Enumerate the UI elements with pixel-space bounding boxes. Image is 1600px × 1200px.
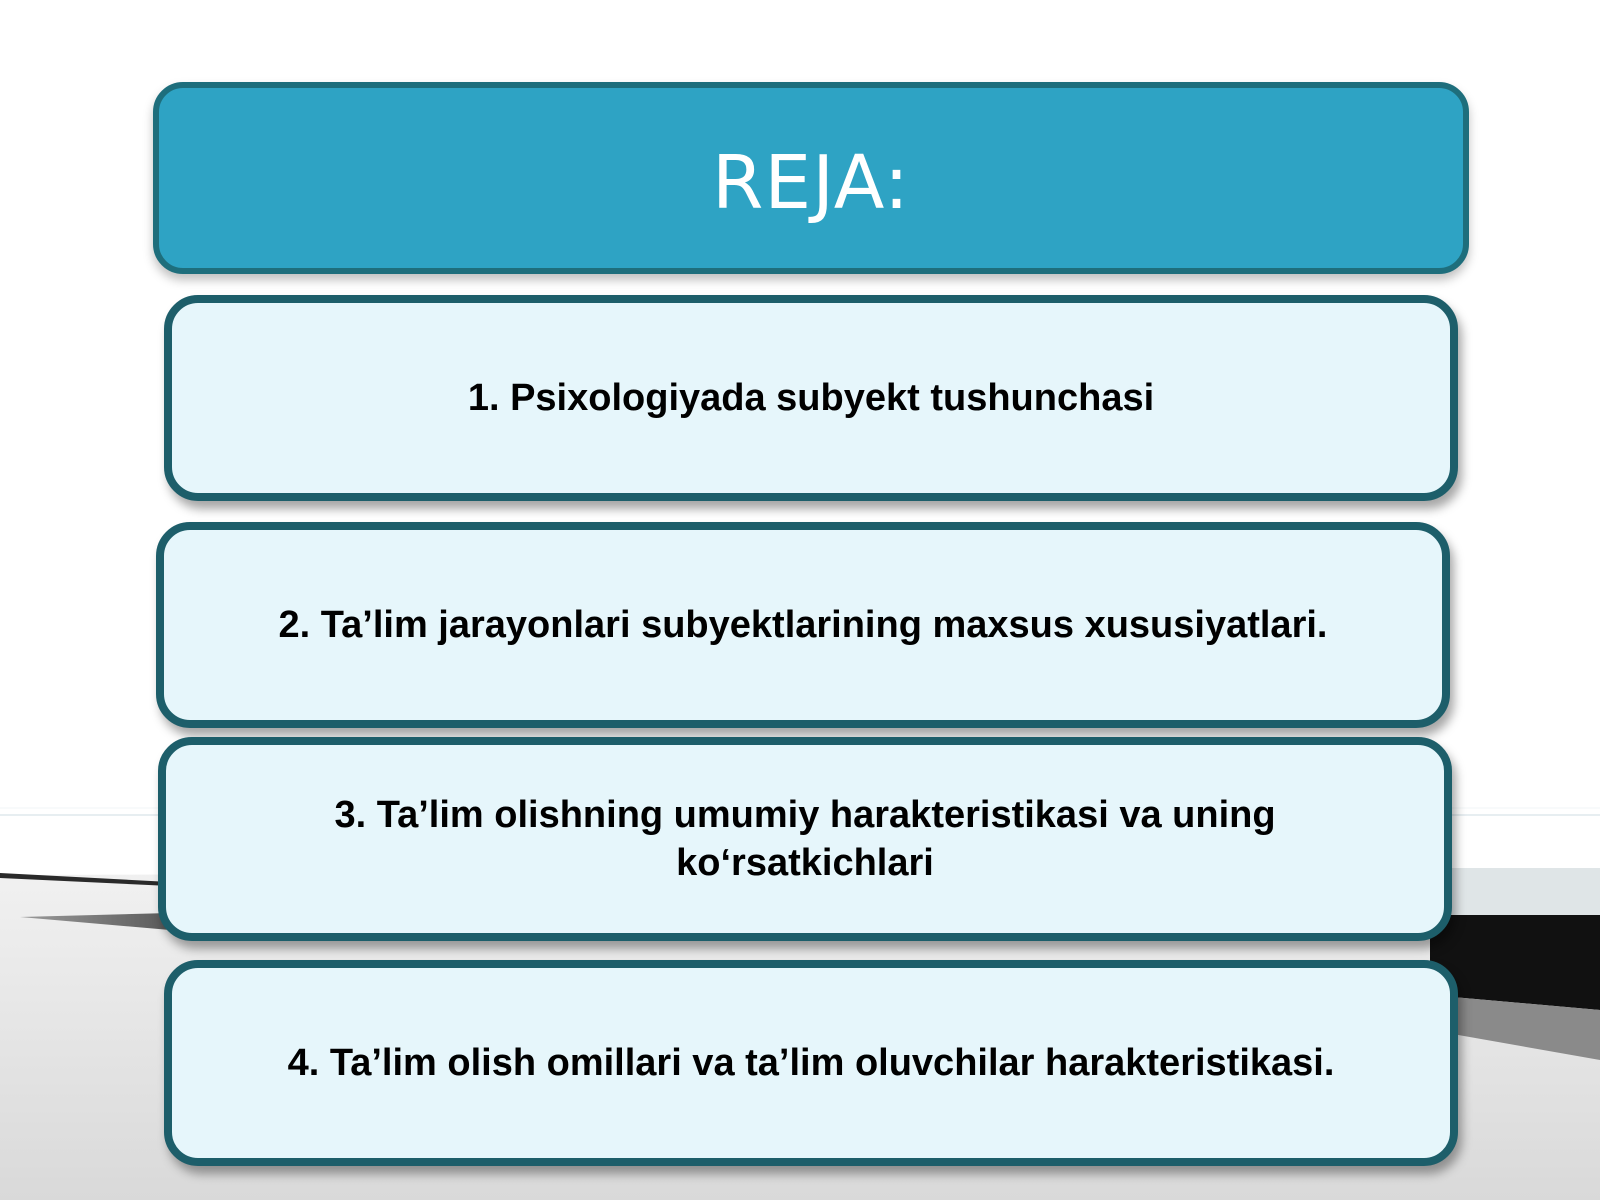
bg-light-wedge-right	[1430, 868, 1600, 915]
plan-item-text: 3. Ta’lim olishning umumiy harakteristikasi va uning ko‘rsatkichlari	[334, 794, 1276, 884]
plan-item-1	[164, 295, 1458, 501]
plan-item-text: 2. Ta’lim jarayonlari subyektlarining maxsus xususiyatlari.	[278, 604, 1328, 646]
plan-item-3	[158, 737, 1452, 941]
plan-item-2	[156, 522, 1450, 728]
plan-item-4	[164, 960, 1458, 1166]
page-title: REJA:	[712, 140, 910, 226]
plan-item-text: 1. Psixologiyada subyekt tushunchasi	[467, 377, 1155, 419]
plan-item-text: 4. Ta’lim olish omillari va ta’lim oluvchilar harakteristikasi.	[287, 1042, 1335, 1084]
title-banner	[153, 82, 1469, 274]
